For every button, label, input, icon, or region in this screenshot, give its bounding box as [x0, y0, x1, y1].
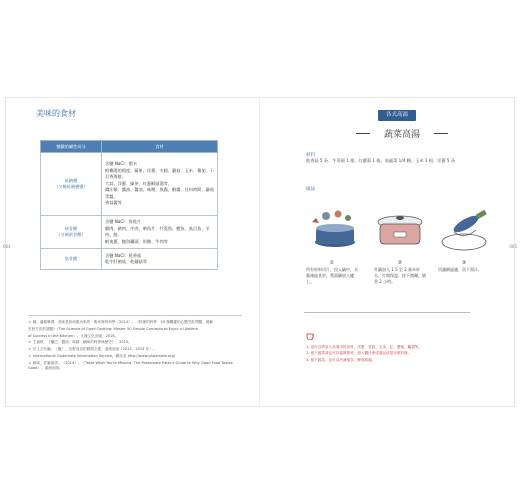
footnote: ＊ 川上文代編，（鹽）、長野食品的辭典全書，遠流出版（2012、2015 年）。	[28, 347, 157, 351]
table-header: 鹽鐵的屬性成分	[41, 141, 102, 153]
step-number: ②	[397, 260, 403, 266]
strainer-illustration	[436, 206, 492, 254]
left-page	[3, 98, 260, 406]
tip-item: 1. 也可以將放入高湯用的食材，洋蔥、香菇、玉米、紅、蔥頭、蘿蔔等。	[306, 345, 422, 349]
footnote: ＊ International Glutamate Information Service，網站及 http://www.glutamate.org/	[28, 353, 176, 358]
table-row	[41, 153, 218, 216]
chopped-vegetables-pot-illustration	[304, 208, 366, 252]
table-items: 含鹽 NaCl：乾香菇 乾牛肝菌菇、乾蘑菇等	[102, 249, 218, 270]
page-number-left: 064	[3, 244, 11, 249]
step-number: ③	[461, 260, 467, 266]
tip-item: 3. 留下蔬菜，也可以冷凍保存，變成高湯。	[306, 357, 376, 362]
book-spread	[3, 98, 517, 406]
table-category: 鳥苷酸	[41, 249, 102, 270]
table-category: 核苷酸 （又稱肌苷酸）	[41, 216, 102, 249]
footnote: of Success in the Kitchen）。大塊文化出版，2016。	[28, 333, 119, 338]
footnote: ＊ 蘇，潘雅琳譯，美味是如何做出來的：廚房裡的科學（2014）。《料理的科學：50 個關鍵的心體烹飪問題，破解	[28, 320, 213, 324]
recipe-title: 蔬菜高湯	[362, 127, 442, 140]
right-page	[260, 98, 517, 406]
table-header: 食材	[102, 141, 218, 153]
step-3	[438, 260, 490, 273]
section-title: 美味的食材	[36, 109, 76, 118]
coffee-cup-icon	[306, 332, 316, 340]
step-number: ①	[329, 260, 335, 266]
step-text: 所有材料切片，投入鍋中，水量淹過食材，將湯鍋放入爐上。	[306, 267, 358, 284]
category-badge: 各式高湯	[378, 110, 416, 121]
table-row	[41, 249, 218, 270]
ingredients-label: 材料	[306, 153, 316, 158]
footnote: 烹飪方法的謎題》（The Science of Good Cooking: Master 50 Simple Concepts to Enjoy a Lifetime	[28, 326, 198, 331]
table-items: 含鹽 NaCl：魚乾片 雞肉、豬肉、牛肉、柴魚片、竹莢魚、鰹魚、虱目魚、羊肉、鮭、 蝦夷蔥、鮪魚罐頭、奶酪、牛肉等	[102, 216, 218, 249]
table-row	[41, 216, 218, 249]
footnotes	[28, 320, 242, 373]
table-category: 低鈉鹽 （又稱低鈉鹽鹽）	[41, 153, 102, 216]
step-1	[306, 260, 358, 285]
tip-item: 2. 留下蔬菜渣也可以當做基底，加入醬汁煮成湯品或是用來料理。	[306, 351, 412, 356]
step-text: 用濾網過濾，留下湯汁。	[438, 267, 482, 272]
method-label: 做法	[306, 187, 316, 192]
page-number-right: 065	[509, 244, 517, 249]
ingredients-text: 乾香菇 5 朵、牛蒡頭 1 根、紅蘿蔔 1 根、高麗菜 1/4 顆、玉米 1 根、洋蔥 5 朵	[306, 158, 456, 163]
tips-list	[306, 344, 496, 363]
step-text: 外鍋加入 1.5 至 2 量米杯水，打開保溫，按下開關，燉煮 2 小時。	[374, 267, 426, 284]
footnote: ＊ 王嘉琪，《鹽巴、醬油、味精：鹹味的科學與歷史》，2015。	[28, 340, 132, 345]
step-2	[374, 260, 426, 285]
tips-divider	[304, 312, 470, 313]
table-header-row	[41, 141, 218, 153]
footnote-divider	[28, 315, 242, 316]
footnote: ＊ 鮮味，佐藤嘉彥，（2014）。《Taste What You're Missing: The Passionate Eater's Guide to Why Good Food Tastes Good》。遠流出版。	[28, 360, 233, 371]
rice-cooker-illustration	[370, 210, 430, 252]
ingredients-table	[40, 140, 218, 270]
table-items: 含鹽 NaCl：甜水 蛤蜊湯的甜度、蘋果、洋蔥、火腿、蘑菇、玉米、蕃茄、干貝香海鮮、 大蒜、洋蔥、綠茶、紅蔥蝦頭湯等， 醬汁類：醬油、醬油、味噌、魚露、蝦醬、任何時間、蘑菇蛋醬、 香蒜醬等	[102, 153, 218, 216]
